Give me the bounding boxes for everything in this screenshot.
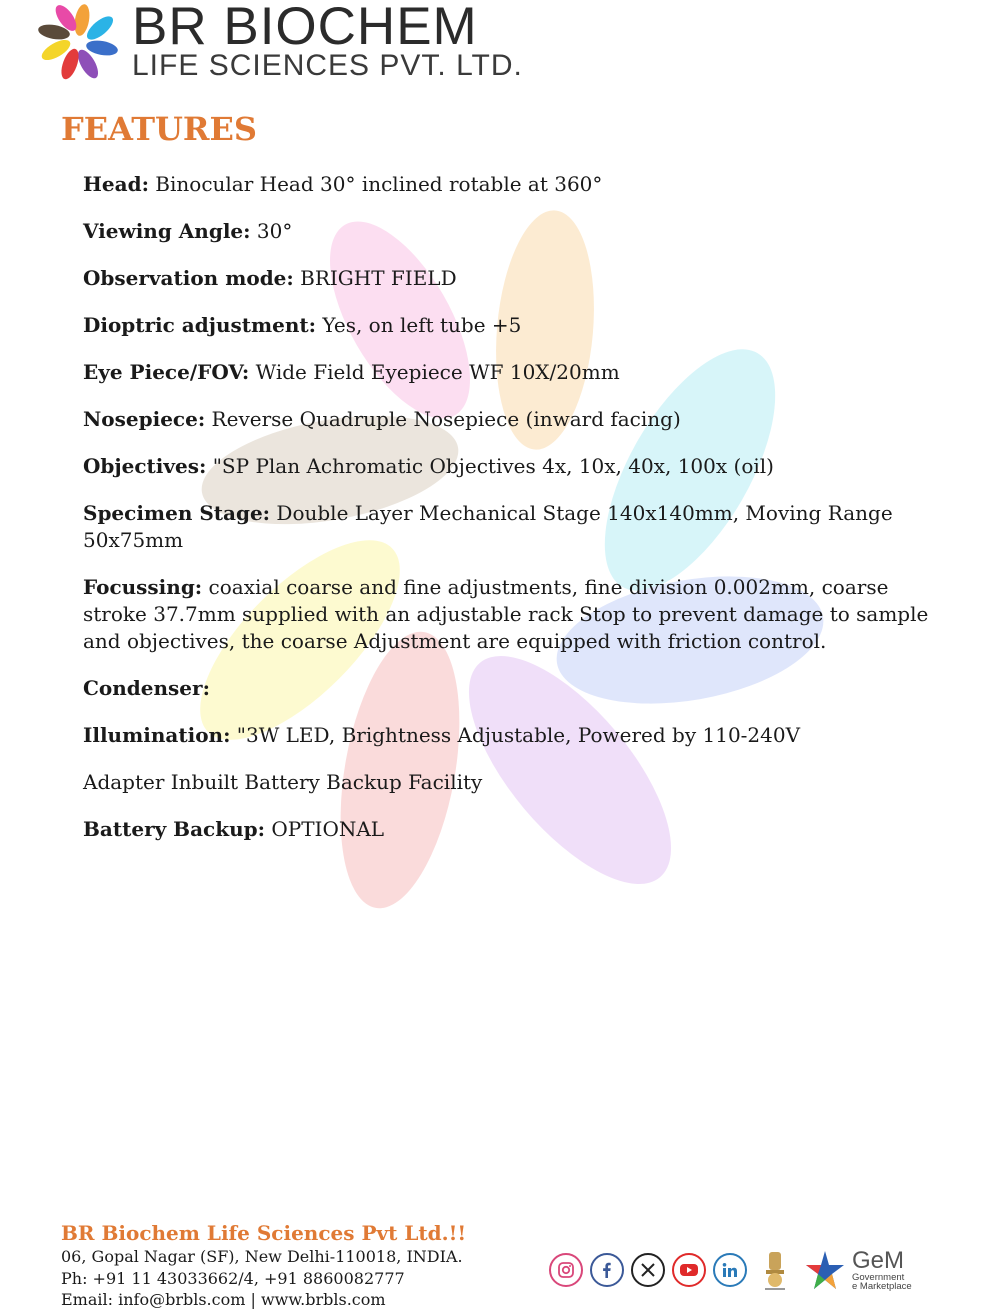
feature-value: Yes, on left tube +5: [316, 313, 522, 337]
feature-value: "SP Plan Achromatic Objectives 4x, 10x, 40x, 100x (oil): [206, 454, 774, 478]
facebook-icon[interactable]: [590, 1253, 624, 1287]
footer-email-web[interactable]: Email: info@brbls.com | www.brbls.com: [61, 1290, 386, 1309]
feature-value: Wide Field Eyepiece WF 10X/20mm: [249, 360, 620, 384]
feature-value: 30°: [250, 219, 293, 243]
footer-address: 06, Gopal Nagar (SF), New Delhi-110018, INDIA.: [61, 1247, 463, 1266]
national-emblem-icon: [760, 1248, 790, 1292]
feature-key: Viewing Angle:: [83, 219, 251, 243]
gem-title: GeM: [852, 1246, 905, 1274]
feature-item: [83, 769, 943, 796]
feature-item: [83, 406, 943, 433]
feature-key: Specimen Stage:: [83, 501, 271, 525]
gem-line2: e Marketplace: [852, 1281, 912, 1292]
section-title: FEATURES: [61, 110, 257, 148]
feature-value: BRIGHT FIELD: [293, 266, 457, 290]
gem-line1: Government: [852, 1271, 905, 1283]
feature-item: [83, 171, 943, 198]
feature-value: Double Layer Mechanical Stage 140x140mm, Moving Range 50x75mm: [83, 501, 893, 552]
feature-value: coaxial coarse and fine adjustments, fine division 0.002mm, coarse stroke 37.7mm supplied with an adjustable rack Stop to prevent damage to sample and objectives, the coarse Adjustment are equipped with friction control.: [83, 575, 929, 653]
social-links: [549, 1248, 912, 1292]
feature-key: Objectives:: [83, 454, 207, 478]
feature-value: Binocular Head 30° inclined rotable at 360°: [148, 172, 603, 196]
footer-company: BR Biochem Life Sciences Pvt Ltd.!!: [61, 1221, 467, 1245]
feature-item: [83, 675, 943, 702]
features-list: [83, 171, 943, 863]
feature-item: [83, 359, 943, 386]
brand-name: BR BIOCHEM: [132, 0, 478, 56]
feature-value: Adapter Inbuilt Battery Backup Facility: [83, 770, 483, 794]
feature-key: Illumination:: [83, 723, 231, 747]
instagram-icon[interactable]: [549, 1253, 583, 1287]
feature-key: Observation mode:: [83, 266, 294, 290]
feature-item: [83, 312, 943, 339]
feature-value: OPTIONAL: [265, 817, 385, 841]
feature-item: [83, 722, 943, 749]
feature-value: "3W LED, Brightness Adjustable, Powered by 110-240V: [230, 723, 801, 747]
feature-item: [83, 218, 943, 245]
feature-item: [83, 453, 943, 480]
feature-key: Dioptric adjustment:: [83, 313, 317, 337]
youtube-icon[interactable]: [672, 1253, 706, 1287]
pinwheel-logo-icon: [34, 2, 124, 82]
linkedin-icon[interactable]: [713, 1253, 747, 1287]
feature-item: [83, 265, 943, 292]
feature-key: Nosepiece:: [83, 407, 206, 431]
x-twitter-icon[interactable]: [631, 1253, 665, 1287]
feature-value: Reverse Quadruple Nosepiece (inward facing): [205, 407, 681, 431]
footer-phone: Ph: +91 11 43033662/4, +91 8860082777: [61, 1268, 405, 1288]
feature-item: [83, 500, 943, 554]
feature-key: Condenser:: [83, 676, 210, 700]
feature-key: Focussing:: [83, 575, 203, 599]
feature-key: Head:: [83, 172, 149, 196]
brand-subtitle: LIFE SCIENCES PVT. LTD.: [132, 49, 523, 82]
feature-key: Eye Piece/FOV:: [83, 360, 250, 384]
feature-item: [83, 816, 943, 843]
feature-key: Battery Backup:: [83, 817, 265, 841]
feature-item: [83, 574, 943, 655]
gem-logo: [802, 1247, 912, 1293]
gem-star-icon: [802, 1247, 848, 1293]
